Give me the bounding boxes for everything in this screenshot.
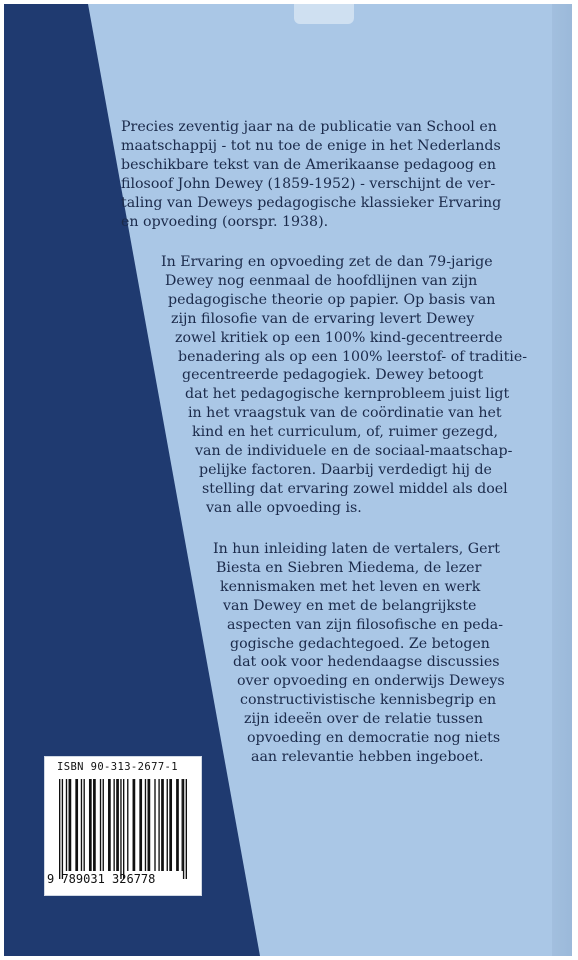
barcode-bar bbox=[123, 779, 124, 879]
barcode-bar bbox=[127, 779, 128, 871]
blurb-line: zijn filosofie van de ervaring levert Dewey bbox=[171, 310, 475, 327]
blurb-line: gogische gedachtegoed. Ze betogen bbox=[230, 635, 490, 652]
blurb-line: kennismaken met het leven en werk bbox=[220, 578, 481, 595]
blurb-line: dat ook voor hedendaagse discussies bbox=[233, 654, 500, 671]
barcode-bar bbox=[113, 779, 114, 871]
barcode-bar bbox=[167, 779, 168, 871]
blurb-line: aspecten van zijn filosofische en peda- bbox=[227, 616, 504, 633]
blurb-line: dat het pedagogische kernprobleem juist ligt bbox=[185, 386, 510, 403]
barcode-bar bbox=[186, 779, 187, 879]
ean-digits: 9 789031 326778 bbox=[47, 872, 156, 886]
blurb-line: zowel kritiek op een 100% kind-gecentreerde bbox=[175, 329, 503, 346]
barcode-bar bbox=[182, 779, 183, 871]
isbn-label: ISBN 90-313-2677-1 bbox=[57, 761, 178, 773]
barcode-bar bbox=[183, 779, 184, 879]
blurb-line: constructivistische kennisbegrip en bbox=[240, 692, 497, 709]
blurb-line: pedagogische theorie op papier. Op basis van bbox=[168, 291, 496, 308]
barcode-bar bbox=[133, 779, 136, 871]
barcode-bar bbox=[148, 779, 151, 871]
blurb-line: maatschappij - tot nu toe de enige in het Nederlands bbox=[121, 137, 501, 154]
barcode-bar bbox=[120, 779, 121, 879]
blurb-line: taling van Deweys pedagogische klassieker Ervaring bbox=[121, 194, 502, 211]
blurb-line: aan relevantie hebben ingeboet. bbox=[251, 748, 484, 765]
blurb-line: stelling dat ervaring zowel middel als doel bbox=[202, 480, 508, 497]
barcode-bar bbox=[66, 779, 67, 871]
blurb-line: van Dewey en met de belangrijkste bbox=[223, 597, 477, 614]
blurb-line: In hun inleiding laten de vertalers, Gert bbox=[213, 541, 500, 557]
blurb-line: Biesta en Siebren Miedema, de lezer bbox=[216, 559, 482, 576]
blurb-line: beschikbare tekst van de Amerikaanse pedagoog en bbox=[121, 156, 497, 173]
barcode-bar bbox=[176, 779, 179, 871]
blurb-line: over opvoeding en onderwijs Deweys bbox=[237, 673, 505, 690]
blurb-line: in het vraagstuk van de coördinatie van het bbox=[188, 405, 502, 422]
barcode-bar bbox=[93, 779, 96, 871]
barcode-bar bbox=[158, 779, 159, 871]
barcode-bar bbox=[116, 779, 119, 871]
barcode-bar bbox=[139, 779, 142, 871]
blurb-line: In Ervaring en opvoeding zet de dan 79-jarige bbox=[161, 254, 493, 270]
barcode-bar bbox=[84, 779, 85, 871]
barcode-box bbox=[44, 756, 202, 896]
barcode-bar bbox=[75, 779, 78, 871]
blurb-line: benadering als op een 100% leerstof- of traditie- bbox=[178, 348, 528, 365]
barcode-bar bbox=[81, 779, 82, 871]
blurb-line: opvoeding en democratie nog niets bbox=[247, 730, 501, 746]
blurb-line: Precies zeventig jaar na de publicatie van School en bbox=[121, 119, 497, 135]
blurb-line: zijn ideeën over de relatie tussen bbox=[244, 711, 483, 728]
barcode-bar bbox=[69, 779, 72, 871]
barcode-bar bbox=[100, 779, 101, 871]
blurb-line: filosoof John Dewey (1859-1952) - verschijnt de ver- bbox=[121, 175, 496, 192]
blurb-line: en opvoeding (oorspr. 1938). bbox=[121, 213, 329, 230]
barcode-bar bbox=[154, 779, 155, 871]
barcode-bar bbox=[169, 779, 172, 871]
barcode-bar bbox=[161, 779, 164, 871]
blurb-line: pelijke factoren. Daarbij verdedigt hij de bbox=[199, 461, 492, 478]
blurb-line: gecentreerde pedagogiek. Dewey betoogt bbox=[182, 367, 484, 384]
blurb-line: van de individuele en de sociaal-maatschap- bbox=[195, 443, 513, 459]
barcode-bar bbox=[62, 779, 63, 879]
barcode-bar bbox=[108, 779, 111, 871]
blurb-line: van alle opvoeding is. bbox=[206, 499, 362, 516]
barcode-bar bbox=[145, 779, 146, 871]
blurb-line: kind en het curriculum, of, ruimer gezegd, bbox=[192, 424, 498, 441]
barcode-bar bbox=[89, 779, 92, 871]
barcode-bar bbox=[59, 779, 60, 879]
blurb-line: Dewey nog eenmaal de hoofdlijnen van zijn bbox=[165, 272, 478, 289]
barcode-bar bbox=[103, 779, 104, 871]
